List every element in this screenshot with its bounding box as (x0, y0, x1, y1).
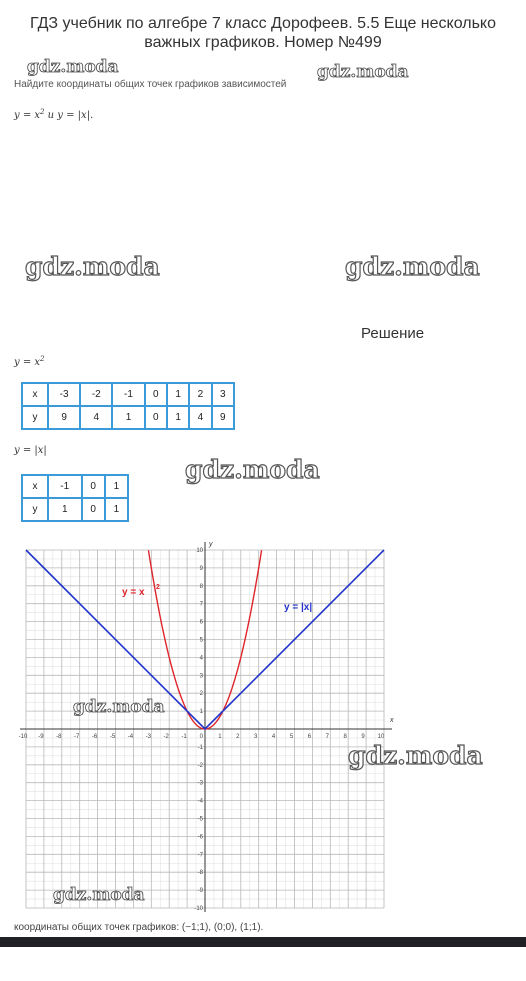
y-axis-label: y (209, 541, 213, 548)
y-tick-label: -8 (197, 870, 203, 877)
x-tick-label: -6 (91, 734, 98, 740)
x-tick-label: -4 (127, 734, 134, 740)
watermark: gdz.moda (53, 885, 145, 905)
table-cell: -1 (112, 383, 144, 406)
table-cell: -3 (48, 383, 80, 406)
y-tick-label: 2 (199, 691, 203, 698)
answer-text: координаты общих точек графиков: (−1;1), (0;0), (1;1). (14, 922, 264, 933)
y-tick-label: -2 (197, 762, 203, 769)
value-table-parabola (21, 382, 235, 430)
origin-label: 0 (199, 734, 203, 740)
y-tick-label: -3 (197, 780, 203, 787)
y-tick-label: 8 (199, 583, 203, 590)
solution-heading: Решение (361, 325, 425, 342)
table-cell: 4 (80, 406, 112, 429)
x-tick-label: -7 (74, 734, 80, 740)
table-row (22, 383, 234, 406)
table-header-cell: y (22, 406, 48, 429)
table-header-cell: y (22, 498, 48, 521)
function-graph (0, 530, 526, 922)
x-tick-label: -2 (163, 734, 169, 740)
x-axis-label: x (390, 717, 394, 724)
watermark: gdz.moda (25, 252, 160, 281)
table-header-cell: x (22, 383, 48, 406)
table-cell: 1 (167, 406, 189, 429)
page-title: ГДЗ учебник по алгебре 7 класс Дорофеев. 5.5 Еще несколько важных графиков. Номер №499 (30, 15, 496, 51)
y-tick-label: 4 (199, 655, 203, 662)
y-tick-label: -6 (197, 834, 203, 841)
formula-exponent: 2 (40, 108, 45, 116)
task-text: Найдите координаты общих точек графиков зависимостей (14, 79, 287, 90)
y-tick-label: 9 (199, 565, 203, 572)
table-cell: -1 (48, 475, 82, 498)
parabola-label-exponent: 2 (156, 584, 160, 591)
table-cell: 3 (212, 383, 234, 406)
x-tick-label: -10 (18, 734, 28, 740)
x-tick-label: 4 (271, 734, 276, 740)
y-tick-label: 5 (199, 637, 203, 644)
table-row (22, 475, 128, 498)
x-tick-label: -1 (181, 734, 187, 740)
table-cell: 9 (212, 406, 234, 429)
y-tick-label: 10 (196, 548, 203, 554)
table-cell: 9 (48, 406, 80, 429)
y-tick-label: -1 (197, 744, 203, 751)
watermark: gdz.moda (73, 697, 165, 717)
formula-part: y = x (14, 357, 41, 368)
x-tick-label: 2 (236, 734, 240, 740)
table-cell: 0 (145, 383, 167, 406)
table-header-cell: x (22, 475, 48, 498)
x-tick-label: 8 (343, 734, 347, 740)
x-tick-label: 5 (289, 734, 294, 740)
formula-abs: y = |x| (14, 445, 47, 456)
formula-exponent: 2 (40, 355, 45, 363)
x-tick-label: 7 (325, 734, 329, 740)
x-tick-label: 10 (377, 734, 385, 740)
table-cell: 0 (82, 498, 105, 521)
formula-part: y = x (14, 110, 41, 121)
x-tick-label: 6 (307, 734, 312, 740)
table-cell: 4 (189, 406, 211, 429)
table-cell: 1 (105, 498, 128, 521)
parabola-label: y = x (122, 587, 145, 598)
y-tick-label: -4 (197, 798, 203, 805)
value-table-abs (21, 474, 129, 522)
table-row (22, 406, 234, 429)
table-cell: -2 (80, 383, 112, 406)
watermark: gdz.moda (317, 62, 409, 82)
y-tick-label: -5 (197, 816, 203, 823)
y-tick-label: 7 (199, 601, 203, 608)
watermark: gdz.moda (185, 455, 320, 484)
bottom-bar (0, 937, 526, 947)
watermark: gdz.moda (348, 741, 483, 770)
y-tick-label: 3 (199, 673, 203, 680)
watermark: gdz.moda (345, 252, 480, 281)
y-tick-label: -7 (197, 852, 203, 859)
x-tick-label: -8 (56, 734, 62, 740)
x-tick-label: -5 (109, 734, 116, 740)
table-cell: 1 (167, 383, 189, 406)
table-cell: 2 (189, 383, 211, 406)
y-tick-label: -10 (194, 906, 203, 912)
abs-label: y = |x| (284, 602, 313, 613)
table-cell: 1 (48, 498, 82, 521)
y-tick-label: 1 (199, 709, 203, 716)
table-cell: 1 (112, 406, 144, 429)
x-tick-label: 9 (361, 734, 365, 740)
x-tick-label: -9 (38, 734, 44, 740)
watermark: gdz.moda (27, 57, 119, 77)
formula-parabola (14, 355, 45, 368)
table-cell: 1 (105, 475, 128, 498)
table-cell: 0 (145, 406, 167, 429)
table-row (22, 498, 128, 521)
y-tick-label: -9 (197, 888, 203, 895)
x-tick-label: 1 (218, 734, 222, 740)
series-labels (122, 584, 312, 613)
x-tick-label: -3 (145, 734, 151, 740)
y-tick-label: 6 (199, 619, 203, 626)
table-cell: 0 (82, 475, 105, 498)
x-tick-label: 3 (254, 734, 258, 740)
task-formula (14, 108, 93, 121)
formula-part: и y = |x|. (44, 110, 94, 121)
